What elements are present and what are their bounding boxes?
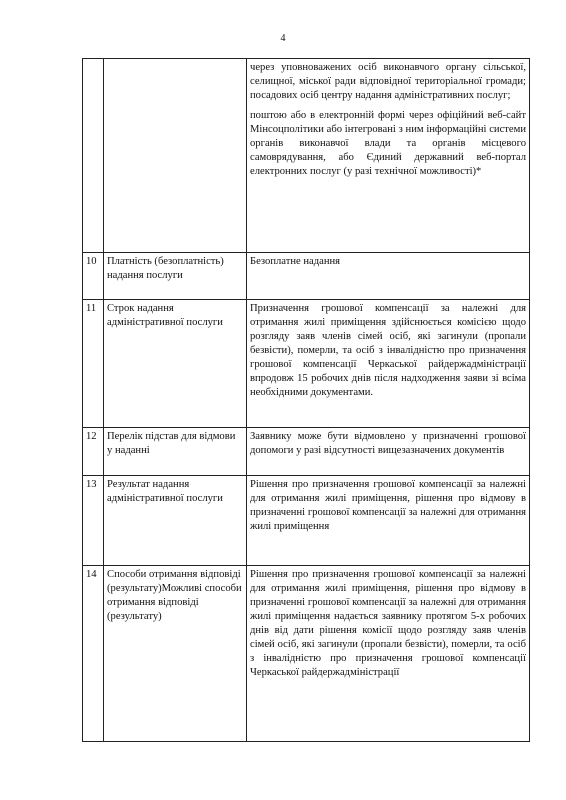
table-row xyxy=(83,428,530,476)
row-label: Результат надання адміністративної послуги xyxy=(104,476,247,566)
table-row xyxy=(83,566,530,742)
row-value xyxy=(247,253,530,300)
row-number: 12 xyxy=(83,428,104,476)
table-row xyxy=(83,59,530,253)
row-number: 11 xyxy=(83,300,104,428)
row-number xyxy=(83,59,104,253)
row-number: 13 xyxy=(83,476,104,566)
row-value xyxy=(247,59,530,253)
row-label: Строк надання адміністративної послуги xyxy=(104,300,247,428)
row-label: Способи отримання відповіді (результату)Можливі способи отримання відповіді (результату) xyxy=(104,566,247,742)
row-value xyxy=(247,476,530,566)
row-value xyxy=(247,566,530,742)
value-paragraph: Безоплатне надання xyxy=(250,256,341,267)
row-label: Платність (безоплатність) надання послуги xyxy=(104,253,247,300)
row-value xyxy=(247,300,530,428)
value-paragraph: поштою або в електронній формі через офіційний веб-сайт Мінсоцполітики або інтегровані з ним інформаційні системи органів виконавчої влади та органів місцевого самоврядування, або Єдиний державний веб-портал електронних послуг (у разі технічної можливості)* xyxy=(250,110,526,177)
row-label xyxy=(104,59,247,253)
value-paragraph: Заявнику може бути відмовлено у призначенні грошової допомоги у разі відсутності вищезазначених документів xyxy=(250,431,526,456)
table-row xyxy=(83,253,530,300)
value-paragraph: через уповноважених осіб виконавчого органу сільської, селищної, міської ради відповідної територіальної громади; посадових осіб центру надання адміністративних послуг; xyxy=(250,62,526,101)
value-paragraph: Рішення про призначення грошової компенсації за належні для отримання жилі приміщення, рішення про відмову в призначенні грошової компенсації за належні для отримання жилі приміщення xyxy=(250,479,526,532)
table-row xyxy=(83,476,530,566)
row-label: Перелік підстав для відмови у наданні xyxy=(104,428,247,476)
value-paragraph: Призначення грошової компенсації за належні для отримання жилі приміщення здійснюється комісією щодо розгляду заяв членів сімей осіб, які загинули (пропали безвісти), померли, та осіб з інвалідністю про призначення грошової компенсації Черкаської райдержадміністрації впродовж 15 робочих днів після надходження заяви зі всіма необхідними документами. xyxy=(250,303,526,398)
value-paragraph: Рішення про призначення грошової компенсації за належні для отримання жилі приміщення, рішення про відмову в призначенні грошової компенсації за належні для отримання жилі приміщення надається заявнику протягом 5-х робочих днів від дати рішення комісії щодо розгляду заяв членів сімей осіб, які загинули (пропали безвісти), померли, та осіб з інвалідністю про призначення грошової компенсації Черкаської райдержадміністрації xyxy=(250,569,526,678)
service-info-table xyxy=(82,58,530,742)
row-number: 10 xyxy=(83,253,104,300)
row-number: 14 xyxy=(83,566,104,742)
table-row xyxy=(83,300,530,428)
page-number: 4 xyxy=(280,33,286,44)
row-value xyxy=(247,428,530,476)
